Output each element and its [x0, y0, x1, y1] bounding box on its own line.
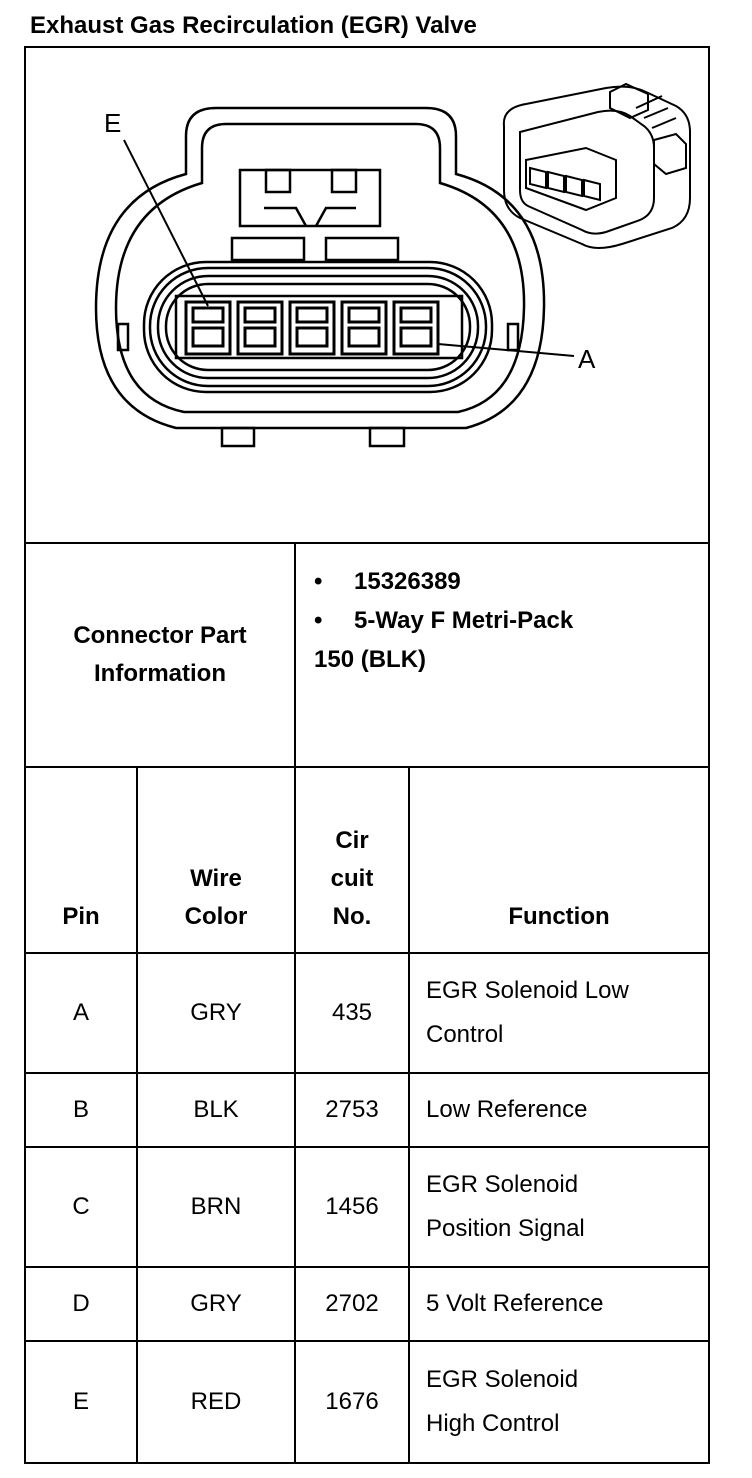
table-row-color: GRY — [190, 999, 242, 1026]
connector-info-label — [26, 544, 294, 766]
header-function: Function — [508, 903, 610, 930]
table-row-color: BLK — [193, 1096, 239, 1123]
table-row-function: EGR Solenoid Low Control — [426, 977, 629, 1048]
table-row-pin: C — [72, 1193, 90, 1220]
connector-type-continued: 150 (BLK) — [314, 646, 427, 673]
header-circuit: Cir cuit No. — [330, 827, 374, 930]
connector-info-label-line: Connector Part — [73, 622, 247, 649]
table-row-color: GRY — [190, 1290, 242, 1317]
connector-frame — [24, 46, 710, 1464]
connector-3d-view — [504, 84, 690, 248]
connector-info-value — [296, 544, 708, 766]
table-row-color: BRN — [190, 1193, 242, 1220]
table-row-circuit: 435 — [331, 999, 373, 1026]
connector-info-label-line: Information — [94, 660, 226, 687]
table-row-circuit: 2702 — [325, 1290, 379, 1317]
connector-type: • 5-Way F Metri-Pack — [314, 607, 574, 634]
connector-face-drawing — [96, 108, 544, 446]
table-row-pin: B — [72, 1096, 89, 1123]
terminal-cavities — [186, 302, 438, 354]
table-row-color: RED — [190, 1388, 242, 1415]
leader-line-a — [438, 344, 574, 356]
table-row-function: 5 Volt Reference — [426, 1290, 604, 1317]
header-pin: Pin — [62, 903, 100, 930]
table-row-function: Low Reference — [426, 1096, 588, 1123]
table-row-function: EGR Solenoid Position Signal — [426, 1171, 585, 1242]
table-row-pin: E — [72, 1388, 89, 1415]
table-row-circuit: 1456 — [325, 1193, 379, 1220]
header-wire-color: Wire Color — [184, 865, 248, 930]
table-row-circuit: 2753 — [325, 1096, 379, 1123]
connector-diagram — [26, 48, 708, 542]
table-row-function: EGR Solenoid High Control — [426, 1366, 579, 1437]
pin-a-label: A — [578, 344, 596, 374]
pin-e-label: E — [104, 108, 122, 138]
table-row-pin: D — [72, 1290, 90, 1317]
table-row-pin: A — [72, 999, 89, 1026]
leader-line-e — [124, 140, 208, 306]
page-title: Exhaust Gas Recirculation (EGR) Valve — [30, 12, 477, 39]
table-row-circuit: 1676 — [325, 1388, 379, 1415]
connector-part-number: • 15326389 — [314, 568, 461, 595]
